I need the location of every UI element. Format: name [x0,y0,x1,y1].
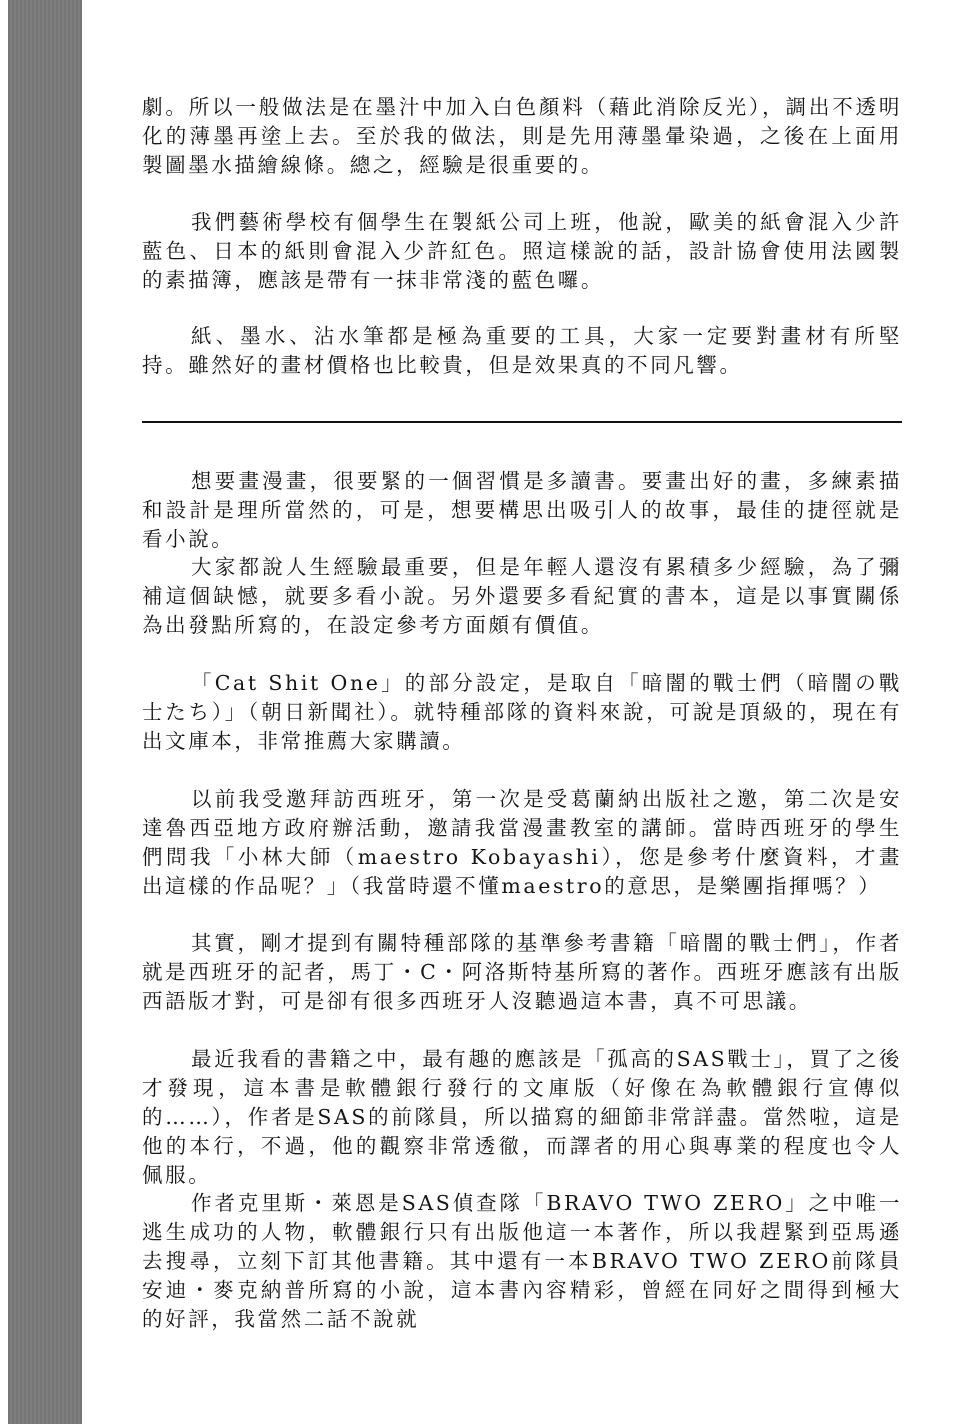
paragraph-5: 大家都說人生經驗最重要，但是年輕人還沒有累積多少經驗，為了彌補這個缺憾，就要多看小說。另外還要多看紀實的書本，這是以事實關係為出發點所寫的，在設定參考方面頗有價值。 [142,555,902,637]
paragraph-10: 作者克里斯・萊恩是SAS偵查隊「BRAVO TWO ZERO」之中唯一逃生成功的人物，軟體銀行只有出版他這一本著作，所以我趕緊到亞馬遜去搜尋，立刻下訂其他書籍。其中還有一本BRAVO TWO ZERO前隊員安迪・麥克納普所寫的小說，這本書內容精彩，曾經在同好之間得到極大的好評，我當然二話不說就 [142,1191,902,1331]
paragraph-8: 其實，剛才提到有關特種部隊的基準參考書籍「暗闇的戰士們」，作者就是西班牙的記者，馬丁・C・阿洛斯特基所寫的著作。西班牙應該有出版西語版才對，可是卻有很多西班牙人沒聽過這本書，真不可思議。 [142,931,902,1013]
paragraph-7: 以前我受邀拜訪西班牙，第一次是受葛蘭納出版社之邀，第二次是安達魯西亞地方政府辦活動，邀請我當漫畫教室的講師。當時西班牙的學生們問我「小林大師（maestro Kobayashi），您是參考什麼資料，才畫出這樣的作品呢？」（我當時還不懂maestro的意思，是樂團指揮嗎？） [142,787,902,898]
paragraph-9: 最近我看的書籍之中，最有趣的應該是「孤高的SAS戰士」，買了之後才發現，這本書是軟體銀行發行的文庫版（好像在為軟體銀行宣傳似的……），作者是SAS的前隊員，所以描寫的細節非常詳盡。當然啦，這是他的本行，不過，他的觀察非常透徹，而譯者的用心與專業的程度也令人佩服。 [142,1047,902,1187]
paragraph-4: 想要畫漫畫，很要緊的一個習慣是多讀書。要畫出好的畫，多練素描和設計是理所當然的，可是，想要構思出吸引人的故事，最佳的捷徑就是看小說。 [142,469,902,551]
paragraph-2: 我們藝術學校有個學生在製紙公司上班，他說，歐美的紙會混入少許藍色、日本的紙則會混入少許紅色。照這樣說的話，設計協會使用法國製的素描簿，應該是帶有一抹非常淺的藍色囉。 [142,210,902,292]
paragraph-3: 紙、墨水、沾水筆都是極為重要的工具，大家一定要對畫材有所堅持。雖然好的畫材價格也比較貴，但是效果真的不同凡響。 [142,324,902,377]
scan-binding-strip [8,0,82,1424]
paragraph-1: 劇。所以一般做法是在墨汁中加入白色顏料（藉此消除反光），調出不透明化的薄墨再塗上去。至於我的做法，則是先用薄墨暈染過，之後在上面用製圖墨水描繪線條。總之，經驗是很重要的。 [142,95,902,177]
paragraph-6: 「Cat Shit One」的部分設定，是取自「暗闇的戰士們（暗闇の戰士たち）」（朝日新聞社）。就特種部隊的資料來說，可說是頂級的，現在有出文庫本，非常推薦大家購讀。 [142,671,902,753]
section-divider [142,421,902,423]
